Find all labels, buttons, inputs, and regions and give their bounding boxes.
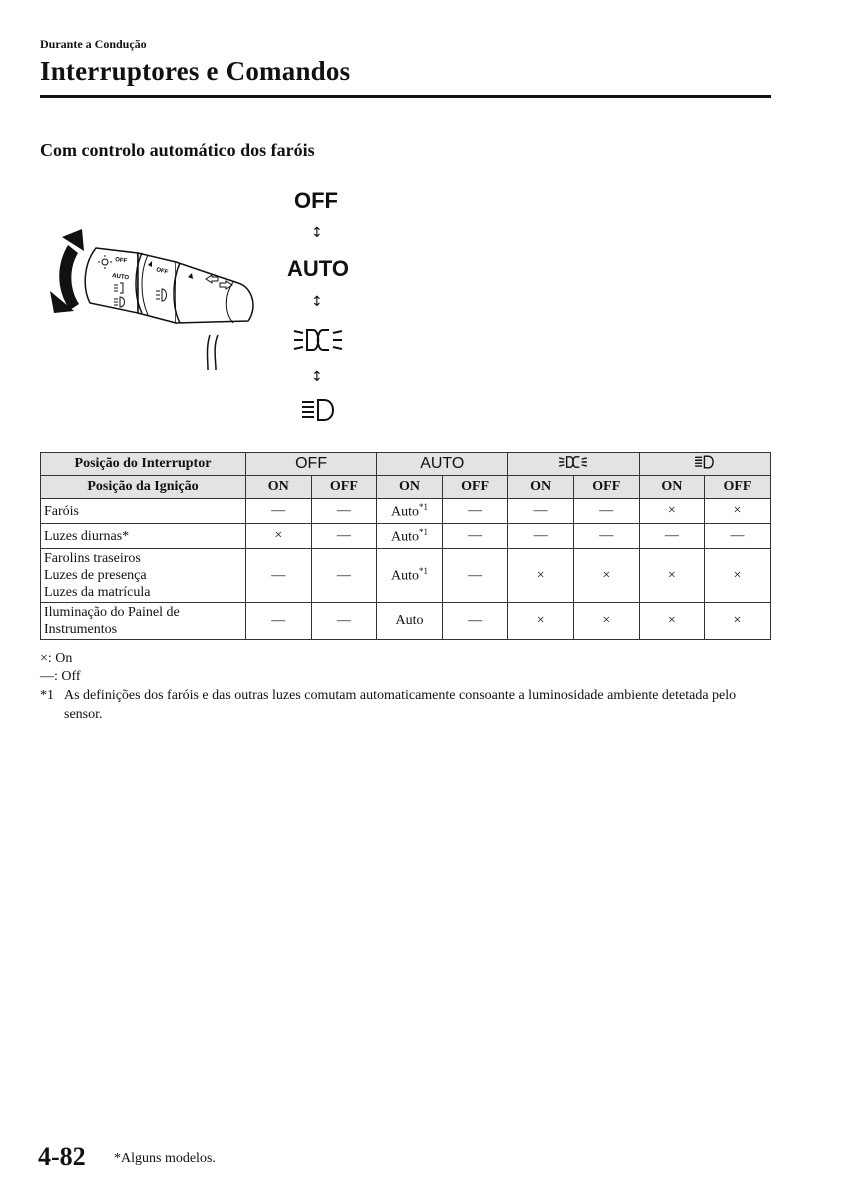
- headlight-stalk-illustration: [38, 215, 270, 375]
- table-cell: —: [508, 499, 574, 524]
- subheading: Com controlo automático dos faróis: [40, 140, 315, 160]
- table-row: [41, 524, 771, 549]
- col-header-parking: [508, 453, 639, 476]
- table-cell: —: [311, 524, 377, 549]
- up-down-arrow-icon: ↕: [311, 369, 323, 385]
- footnote-ref: *1: [418, 526, 428, 537]
- page-number: 4-82: [38, 1142, 86, 1171]
- row-label: [41, 603, 246, 640]
- up-down-arrow-icon: ↕: [311, 225, 323, 241]
- stalk-label-off-a: OFF: [114, 257, 128, 265]
- ignition-position-row: [41, 476, 771, 499]
- ignition-on: ON: [377, 476, 443, 499]
- rotate-arrow-icon: [50, 229, 84, 313]
- ignition-on: ON: [639, 476, 705, 499]
- table-cell: ×: [639, 549, 705, 603]
- stalk-label-auto: AUTO: [111, 273, 130, 282]
- table-cell: —: [573, 524, 639, 549]
- stalk-label-off-b: OFF: [155, 267, 169, 276]
- row-label-line: Farolins traseiros: [44, 551, 141, 566]
- table-cell: [377, 499, 443, 524]
- table-cell: —: [311, 549, 377, 603]
- switch-position-row: [41, 453, 771, 476]
- row-header-switch: Posição do Interruptor: [41, 453, 246, 476]
- parking-lights-icon: [292, 325, 344, 355]
- row-label-line: Instrumentos: [44, 622, 118, 637]
- table-row: [41, 549, 771, 603]
- row-header-ignition: Posição da Ignição: [41, 476, 246, 499]
- ignition-off: OFF: [573, 476, 639, 499]
- table-cell: ×: [705, 499, 771, 524]
- footnote-ref: *1: [418, 566, 428, 577]
- footnote-text: As definições dos faróis e das outras luzes comutam automaticamente consoante a luminosidade ambiente detetada pelo sensor.: [64, 688, 737, 722]
- legend-on: ×: On: [40, 651, 73, 666]
- ignition-on: ON: [508, 476, 574, 499]
- cell-value: Auto: [390, 529, 419, 545]
- table-cell: [377, 549, 443, 603]
- col-header-auto: AUTO: [377, 453, 508, 476]
- col-header-off: OFF: [246, 453, 377, 476]
- table-cell: ×: [573, 549, 639, 603]
- position-off-label: OFF: [294, 188, 338, 213]
- table-cell: —: [705, 524, 771, 549]
- footer-note: *Alguns modelos.: [114, 1151, 216, 1166]
- table-cell: ×: [639, 499, 705, 524]
- legend-off: —: Off: [40, 669, 81, 684]
- table-cell: —: [442, 603, 508, 640]
- lights-table: [40, 452, 771, 640]
- table-cell: —: [246, 603, 312, 640]
- table-cell: ×: [705, 603, 771, 640]
- headlight-icon: [693, 455, 717, 469]
- ignition-on: ON: [246, 476, 312, 499]
- table-cell: ×: [705, 549, 771, 603]
- table-cell: —: [442, 549, 508, 603]
- table-cell: ×: [246, 524, 312, 549]
- col-header-headlight: [639, 453, 770, 476]
- table-cell: Auto: [377, 603, 443, 640]
- cell-value: Auto: [390, 568, 419, 584]
- footnote-ref: *1: [418, 501, 428, 512]
- parking-lights-icon: [558, 455, 588, 469]
- table-cell: —: [246, 499, 312, 524]
- position-auto-label: AUTO: [287, 256, 349, 281]
- table-cell: —: [442, 524, 508, 549]
- table-row: [41, 499, 771, 524]
- footnote: [40, 686, 760, 724]
- page-title: Interruptores e Comandos: [40, 56, 351, 86]
- table-row: [41, 603, 771, 640]
- footnote-mark: *1: [40, 688, 54, 703]
- headlight-icon: [300, 398, 338, 422]
- row-label-line: Luzes da matrícula: [44, 585, 151, 600]
- ignition-off: OFF: [442, 476, 508, 499]
- table-cell: ×: [639, 603, 705, 640]
- row-label: [41, 549, 246, 603]
- up-down-arrow-icon: ↕: [311, 294, 323, 310]
- title-rule: [40, 95, 771, 98]
- table-cell: —: [508, 524, 574, 549]
- cell-value: Auto: [390, 504, 419, 520]
- section-label: Durante a Condução: [40, 37, 147, 51]
- ignition-off: OFF: [311, 476, 377, 499]
- table-cell: ×: [508, 603, 574, 640]
- table-cell: [377, 524, 443, 549]
- table-cell: —: [639, 524, 705, 549]
- row-label-line: Luzes de presença: [44, 568, 147, 583]
- table-cell: —: [246, 549, 312, 603]
- table-cell: —: [311, 603, 377, 640]
- ignition-off: OFF: [705, 476, 771, 499]
- table-cell: —: [573, 499, 639, 524]
- table-cell: ×: [573, 603, 639, 640]
- table-cell: —: [442, 499, 508, 524]
- row-label: Faróis: [41, 499, 246, 524]
- row-label-line: Iluminação do Painel de: [44, 605, 180, 620]
- table-cell: ×: [508, 549, 574, 603]
- row-label: Luzes diurnas*: [41, 524, 246, 549]
- table-cell: —: [311, 499, 377, 524]
